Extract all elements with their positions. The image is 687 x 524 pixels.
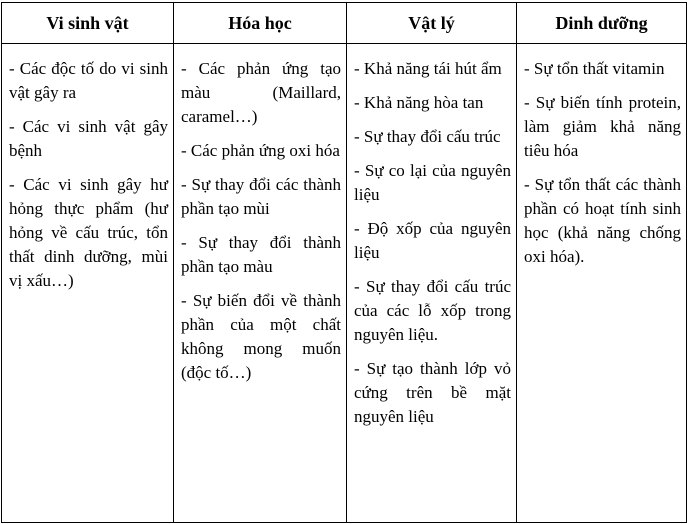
- list-item: - Độ xốp của nguyên liệu: [354, 219, 511, 262]
- header-physical: Vật lý: [347, 3, 517, 44]
- list-item: - Sự thay đổi thành phần tạo màu: [181, 233, 341, 276]
- list-item: - Sự thay đổi cấu trúc của các lỗ xốp trong nguyên liệu.: [354, 277, 511, 344]
- list-item: - Sự thay đổi cấu trúc: [354, 127, 501, 146]
- list-item: - Sự tạo thành lớp vỏ cứng trên bề mặt nguyên liệu: [354, 359, 511, 426]
- list-item: - Các phản ứng tạo màu (Maillard, caramel…): [181, 59, 341, 126]
- list-item: - Các độc tố do vi sinh vật gây ra: [9, 59, 168, 102]
- cell-chemical: [174, 44, 347, 523]
- cell-microbiological: [2, 44, 174, 523]
- list-item: - Các phản ứng oxi hóa: [181, 141, 340, 160]
- header-chemical: Hóa học: [174, 3, 347, 44]
- list-item: - Sự co lại của nguyên liệu: [354, 161, 511, 204]
- list-item: - Sự biến tính protein, làm giảm khả năng tiêu hóa: [524, 93, 681, 160]
- header-microbiological: Vi sinh vật: [2, 3, 174, 44]
- header-nutritional: Dinh dưỡng: [517, 3, 687, 44]
- list-item: - Sự biến đổi về thành phần của một chất không mong muốn (độc tố…): [181, 291, 341, 382]
- list-item: - Các vi sinh gây hư hỏng thực phẩm (hư hỏng về cấu trúc, tổn thất dinh dưỡng, mùi vị xấu…): [9, 175, 168, 290]
- table-row: [2, 44, 687, 523]
- comparison-table: [1, 2, 687, 523]
- cell-nutritional: [517, 44, 687, 523]
- table-header-row: [2, 3, 687, 44]
- list-item: - Khả năng tái hút ẩm: [354, 59, 502, 78]
- list-item: - Các vi sinh vật gây bệnh: [9, 117, 168, 160]
- cell-physical: [347, 44, 517, 523]
- list-item: - Sự tổn thất vitamin: [524, 59, 665, 78]
- list-item: - Sự tổn thất các thành phần có hoạt tính sinh học (khả năng chống oxi hóa).: [524, 175, 681, 266]
- list-item: - Khả năng hòa tan: [354, 93, 484, 112]
- list-item: - Sự thay đổi các thành phần tạo mùi: [181, 175, 341, 218]
